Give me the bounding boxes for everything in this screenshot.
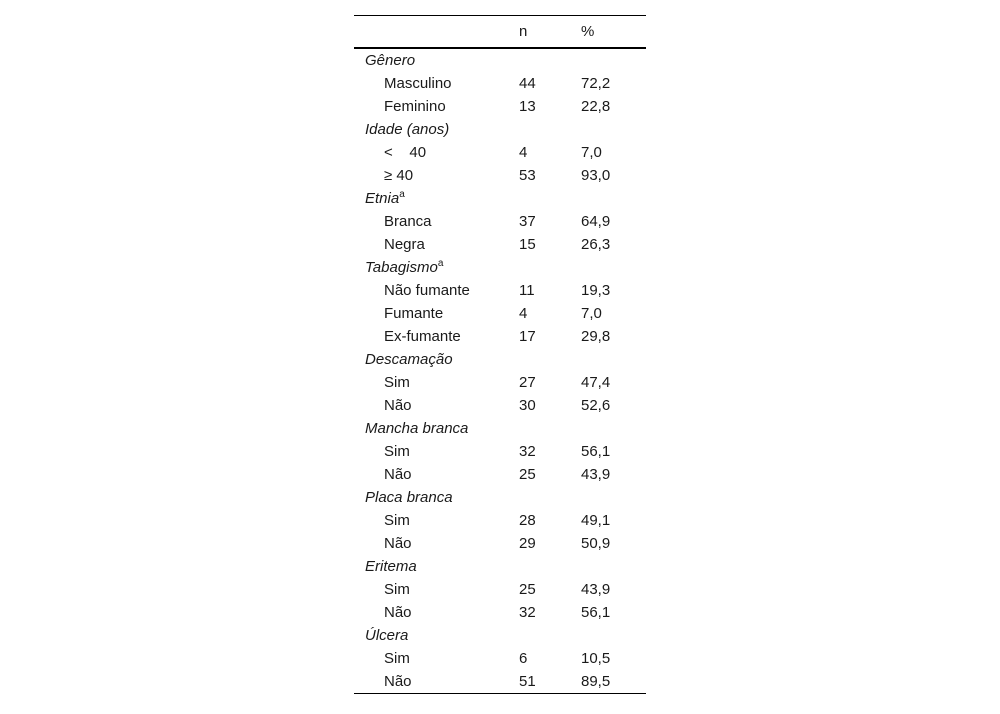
category-row [354, 555, 646, 578]
row-percent-value: 43,9 [581, 581, 611, 598]
row-percent-value: 49,1 [581, 512, 611, 529]
row-percent-value: 29,8 [581, 328, 611, 345]
row-label: Masculino [384, 75, 452, 92]
table-row [354, 578, 646, 601]
row-percent-value: 10,5 [581, 650, 611, 667]
category-row [354, 256, 646, 279]
category-row [354, 348, 646, 371]
row-n-value: 11 [519, 282, 535, 299]
table-row [354, 325, 646, 348]
row-label: Não [384, 466, 412, 483]
row-n-value: 53 [519, 167, 536, 184]
row-percent-value: 56,1 [581, 443, 611, 460]
table-row [354, 95, 646, 118]
table-row [354, 302, 646, 325]
row-percent-value: 7,0 [581, 305, 602, 322]
row-percent-value: 93,0 [581, 167, 611, 184]
category-label [354, 555, 646, 578]
category-row [354, 187, 646, 210]
category-text: Tabagismo [365, 259, 438, 276]
table-row [354, 601, 646, 624]
category-text: Etnia [365, 190, 400, 207]
row-percent-value: 22,8 [581, 98, 611, 115]
table-header [354, 16, 646, 49]
category-label [354, 48, 646, 72]
table-row [354, 72, 646, 95]
category-row [354, 417, 646, 440]
category-label [354, 417, 646, 440]
row-label: Negra [384, 236, 425, 253]
category-row [354, 48, 646, 72]
row-n-value: 25 [519, 581, 536, 598]
table-row [354, 371, 646, 394]
row-percent-value: 19,3 [581, 282, 611, 299]
row-percent-value: 7,0 [581, 144, 602, 161]
row-n-value: 32 [519, 443, 536, 460]
category-row [354, 624, 646, 647]
category-text: Úlcera [365, 627, 409, 644]
header-n: n [519, 23, 528, 40]
row-n-value: 25 [519, 466, 536, 483]
row-label: Não [384, 535, 412, 552]
row-n-value: 30 [519, 397, 536, 414]
row-n-value: 51 [519, 673, 536, 690]
table-row [354, 279, 646, 302]
footnote-marker: a [437, 258, 444, 269]
row-n-value: 4 [519, 144, 528, 161]
row-percent-value: 72,2 [581, 75, 611, 92]
data-table-container [354, 15, 646, 694]
row-label: Sim [384, 650, 410, 667]
category-label [354, 256, 646, 279]
row-n-value: 37 [519, 213, 536, 230]
data-table [354, 15, 646, 694]
row-percent-value: 43,9 [581, 466, 611, 483]
table-body [354, 48, 646, 694]
row-n-value: 4 [519, 305, 528, 322]
row-n-value: 28 [519, 512, 536, 529]
category-text: Eritema [365, 558, 417, 575]
row-percent-value: 50,9 [581, 535, 611, 552]
row-label: Não fumante [384, 282, 470, 299]
category-text: Placa branca [365, 489, 453, 506]
footnote-marker: a [399, 189, 405, 200]
row-n-value: 29 [519, 535, 536, 552]
row-n-value: 27 [519, 374, 536, 391]
header-row [354, 16, 646, 49]
header-percent: % [581, 23, 595, 40]
table-row [354, 210, 646, 233]
category-text: Mancha branca [365, 420, 469, 437]
header-label [354, 16, 519, 49]
row-label: Não [384, 397, 412, 414]
row-n-value: 32 [519, 604, 536, 621]
row-label: Feminino [384, 98, 446, 115]
row-label: Fumante [384, 305, 444, 322]
category-label [354, 348, 646, 371]
table-row [354, 670, 646, 694]
table-row [354, 532, 646, 555]
category-label [354, 486, 646, 509]
table-row [354, 141, 646, 164]
row-label: Não [384, 604, 412, 621]
row-percent-value: 64,9 [581, 213, 611, 230]
row-percent-value: 52,6 [581, 397, 611, 414]
table-row [354, 463, 646, 486]
table-row [354, 164, 646, 187]
category-label [354, 187, 646, 210]
category-row [354, 118, 646, 141]
row-n-value: 15 [519, 236, 536, 253]
category-row [354, 486, 646, 509]
table-row [354, 440, 646, 463]
table-row [354, 233, 646, 256]
category-label [354, 118, 646, 141]
category-text: Gênero [365, 52, 416, 69]
row-percent-value: 26,3 [581, 236, 611, 253]
table-row [354, 509, 646, 532]
row-label: Sim [384, 443, 410, 460]
row-label: Branca [384, 213, 432, 230]
table-row [354, 394, 646, 417]
row-label: Não [384, 673, 412, 690]
table-row [354, 647, 646, 670]
category-label [354, 624, 646, 647]
row-percent-value: 47,4 [581, 374, 611, 391]
row-n-value: 6 [519, 650, 528, 667]
row-percent-value: 89,5 [581, 673, 611, 690]
row-percent-value: 56,1 [581, 604, 611, 621]
category-text: Descamação [365, 351, 453, 368]
row-label: Sim [384, 374, 410, 391]
row-n-value: 44 [519, 75, 536, 92]
category-text: Idade (anos) [365, 121, 450, 138]
row-label: Sim [384, 581, 410, 598]
row-n-value: 13 [519, 98, 536, 115]
row-n-value: 17 [519, 328, 536, 345]
row-label: < 40 [384, 144, 427, 161]
row-label: Sim [384, 512, 410, 529]
row-label: Ex-fumante [384, 328, 461, 345]
row-label: ≥ 40 [384, 167, 414, 184]
